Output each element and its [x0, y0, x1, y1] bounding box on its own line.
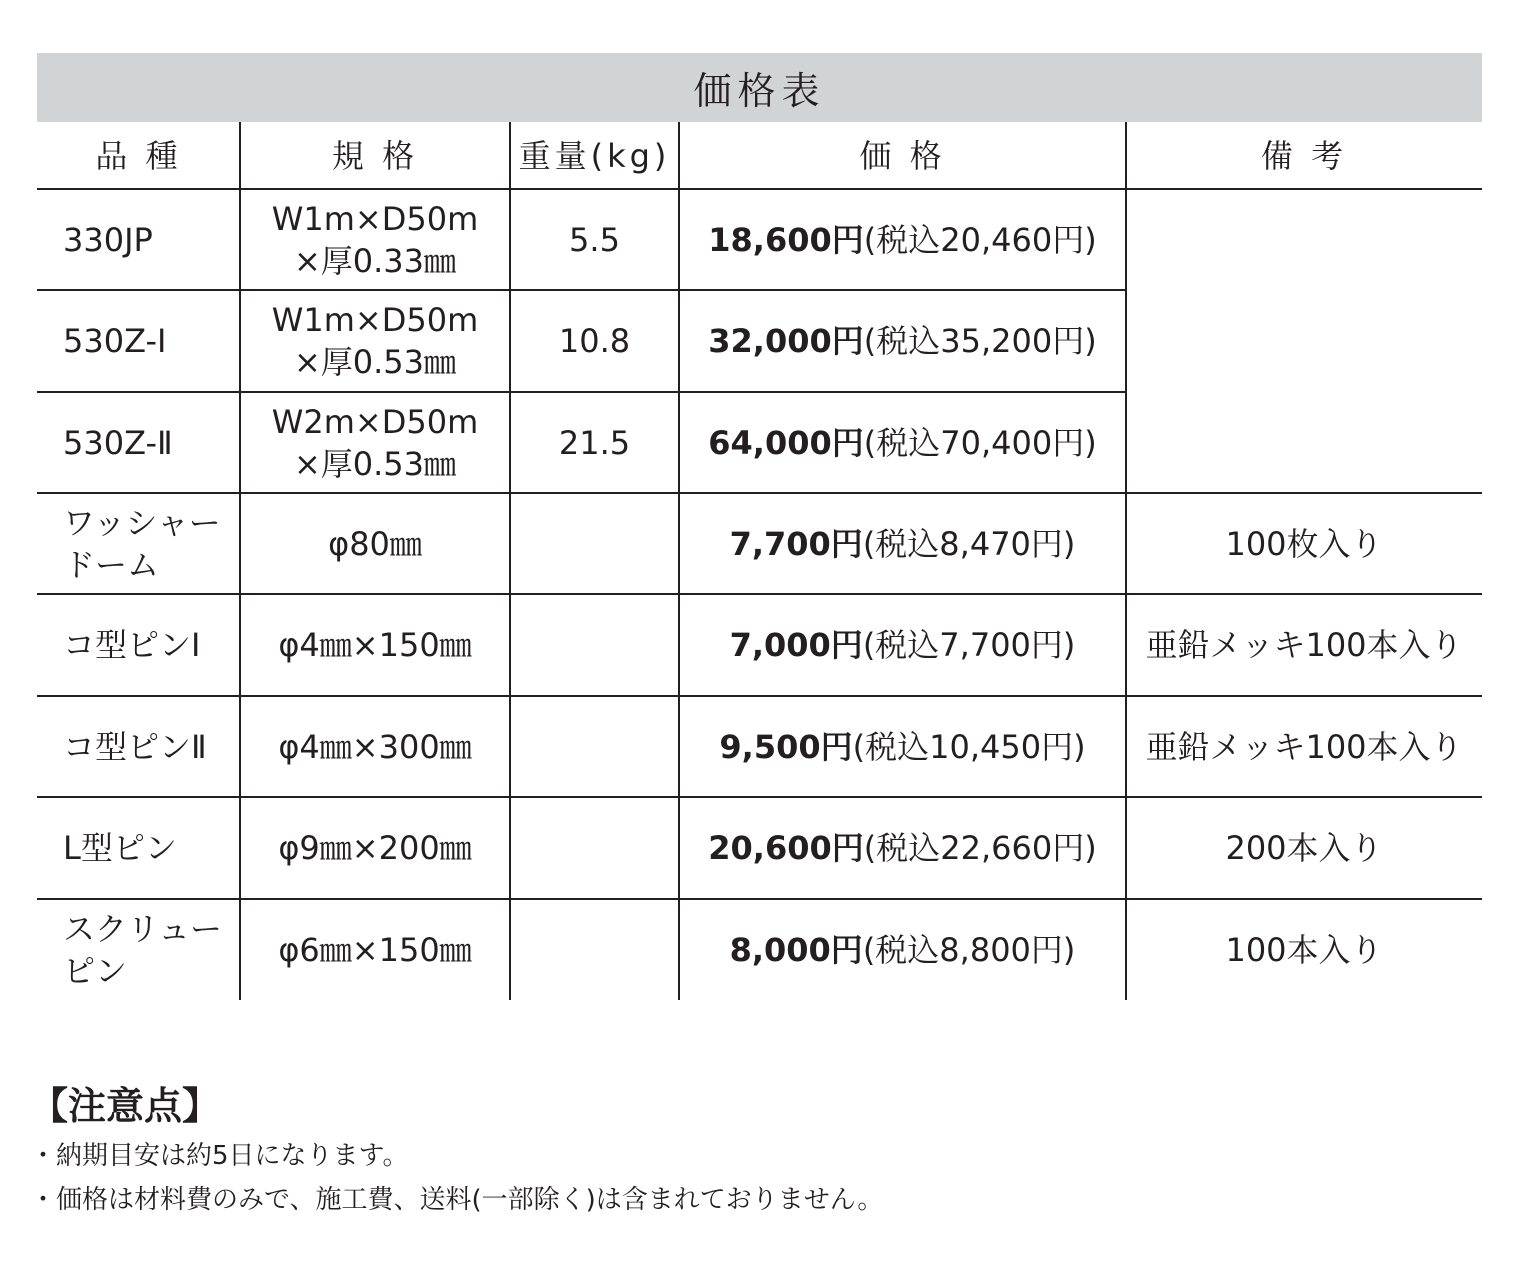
juryo-value: 21.5	[558, 423, 631, 462]
juryo-value: 5.5	[569, 220, 620, 259]
hinshu-line: ピン	[63, 951, 128, 990]
hinshu-line: 530Z-Ⅱ	[63, 423, 173, 462]
cell-kikaku	[240, 189, 510, 290]
biko-value: 100本入り	[1225, 930, 1383, 969]
hinshu-stack	[63, 219, 153, 261]
hinshu-stack	[63, 320, 166, 362]
cell-hinshu	[37, 392, 240, 493]
kikaku-line: φ4㎜×300㎜	[278, 727, 472, 766]
cell-price	[679, 493, 1126, 594]
hinshu-stack	[63, 908, 222, 992]
cell-biko	[1126, 797, 1482, 899]
cell-kikaku	[240, 696, 510, 797]
biko-value: 100枚入り	[1225, 524, 1383, 563]
hinshu-stack	[63, 827, 177, 869]
price-tax-included: (税込20,460円)	[863, 220, 1097, 259]
cell-hinshu	[37, 594, 240, 696]
cell-hinshu	[37, 189, 240, 290]
kikaku-stack	[278, 929, 471, 971]
price-value: 9,500円	[719, 727, 853, 766]
hinshu-stack	[63, 624, 200, 666]
cell-kikaku	[240, 290, 510, 392]
hinshu-line: L型ピン	[63, 829, 177, 867]
cell-price	[679, 392, 1126, 493]
price-value: 7,700円	[729, 524, 863, 563]
table-title: 価格表	[37, 53, 1482, 122]
notes-section	[30, 1078, 1480, 1222]
cell-price	[679, 290, 1126, 392]
kikaku-line: φ4㎜×150㎜	[278, 626, 472, 664]
hinshu-stack	[63, 502, 221, 586]
hinshu-line: ワッシャー	[63, 503, 221, 542]
header-cell-kakaku	[679, 122, 1126, 189]
kikaku-stack	[278, 726, 471, 768]
hinshu-line: ドーム	[63, 545, 160, 584]
price-table	[37, 53, 1482, 1000]
header-label-juryo: 重量(kg)	[518, 136, 671, 175]
hinshu-line: 530Z-Ⅰ	[63, 322, 167, 360]
header-label-kikaku: 規 格	[331, 136, 419, 175]
cell-kikaku	[240, 392, 510, 493]
price-tax-included: (税込7,700円)	[862, 626, 1076, 664]
header-label-hinshu: 品 種	[95, 136, 182, 175]
header-cell-juryo	[510, 122, 679, 189]
kikaku-stack	[272, 198, 479, 282]
kikaku-line: ×厚0.53㎜	[293, 444, 457, 483]
cell-juryo	[510, 290, 679, 392]
cell-biko	[1126, 696, 1482, 797]
header-label-biko: 備 考	[1260, 136, 1348, 175]
row-rule	[37, 492, 1482, 494]
kikaku-stack	[278, 827, 471, 869]
hinshu-stack	[63, 422, 173, 464]
kikaku-line: φ80㎜	[328, 524, 422, 563]
cell-price	[679, 189, 1126, 290]
kikaku-line: W1m×D50m	[271, 301, 479, 339]
kikaku-line: ×厚0.33㎜	[293, 241, 457, 280]
kikaku-line: W2m×D50m	[271, 402, 479, 441]
biko-value: 200本入り	[1225, 829, 1383, 867]
cell-kikaku	[240, 493, 510, 594]
header-cell-biko	[1126, 122, 1482, 189]
notes-title: 【注意点】	[30, 1084, 221, 1128]
col-rule	[1125, 122, 1127, 1000]
cell-price	[679, 696, 1126, 797]
price-value: 20,600円	[708, 829, 864, 867]
cell-biko	[1126, 594, 1482, 696]
kikaku-line: φ6㎜×150㎜	[278, 930, 472, 969]
row-rule	[37, 289, 1126, 291]
price-tax-included: (税込70,400円)	[863, 423, 1097, 462]
cell-hinshu	[37, 797, 240, 899]
cell-juryo	[510, 392, 679, 493]
cell-hinshu	[37, 899, 240, 1000]
cell-biko	[1126, 493, 1482, 594]
note-line: ・価格は材料費のみで、施工費、送料(一部除く)は含まれておりません。	[30, 1185, 884, 1215]
price-value: 18,600円	[708, 220, 864, 259]
cell-price	[679, 594, 1126, 696]
kikaku-stack	[272, 299, 479, 383]
cell-hinshu	[37, 493, 240, 594]
row-rule	[37, 391, 1126, 393]
cell-biko	[1126, 899, 1482, 1000]
biko-value: 亜鉛メッキ100本入り	[1145, 727, 1463, 766]
cell-kikaku	[240, 594, 510, 696]
kikaku-stack	[272, 401, 479, 485]
price-tax-included: (税込22,660円)	[863, 829, 1097, 867]
cell-hinshu	[37, 290, 240, 392]
juryo-value: 10.8	[558, 322, 631, 360]
note-line: ・納期目安は約5日になります。	[30, 1141, 409, 1171]
hinshu-stack	[63, 726, 207, 768]
cell-price	[679, 797, 1126, 899]
price-tax-included: (税込10,450円)	[852, 727, 1086, 766]
row-rule	[37, 796, 1482, 798]
hinshu-line: 330JP	[63, 220, 153, 259]
price-tax-included: (税込8,470円)	[862, 524, 1076, 563]
header-label-kakaku: 価 格	[859, 136, 946, 175]
cell-price	[679, 899, 1126, 1000]
hinshu-line: スクリュー	[63, 909, 223, 948]
row-rule	[37, 695, 1482, 697]
row-rule	[37, 593, 1482, 595]
kikaku-line: ×厚0.53㎜	[293, 343, 457, 381]
col-rule	[678, 122, 680, 1000]
col-rule	[509, 122, 511, 1000]
price-value: 32,000円	[708, 322, 864, 360]
kikaku-stack	[328, 523, 422, 565]
header-cell-hinshu	[37, 122, 240, 189]
price-value: 64,000円	[708, 423, 864, 462]
cell-kikaku	[240, 797, 510, 899]
hinshu-line: コ型ピンⅠ	[63, 626, 201, 664]
cell-hinshu	[37, 696, 240, 797]
kikaku-stack	[278, 624, 471, 666]
header-bottom-rule	[37, 188, 1482, 190]
header-cell-kikaku	[240, 122, 510, 189]
price-tax-included: (税込8,800円)	[862, 930, 1076, 969]
hinshu-line: コ型ピンⅡ	[63, 727, 207, 766]
biko-value: 亜鉛メッキ100本入り	[1145, 626, 1463, 664]
price-value: 8,000円	[729, 930, 863, 969]
kikaku-line: W1m×D50m	[271, 199, 479, 238]
cell-juryo	[510, 189, 679, 290]
col-rule	[239, 122, 241, 1000]
price-tax-included: (税込35,200円)	[863, 322, 1097, 360]
row-rule	[37, 898, 1482, 900]
price-value: 7,000円	[729, 626, 863, 664]
cell-kikaku	[240, 899, 510, 1000]
kikaku-line: φ9㎜×200㎜	[278, 829, 472, 867]
